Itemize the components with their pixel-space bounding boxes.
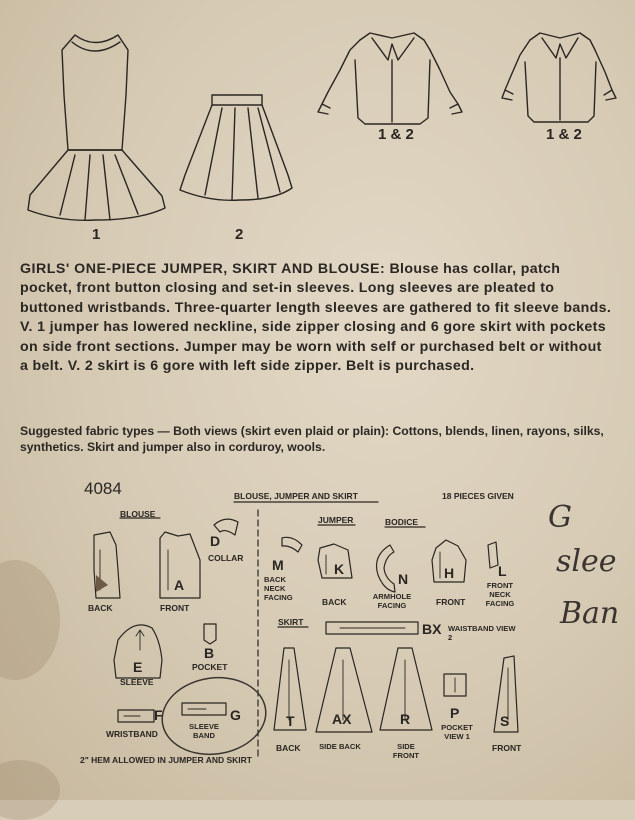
jumper-dress-drawing bbox=[28, 35, 165, 220]
piece-a-name: FRONT bbox=[160, 603, 190, 613]
piece-t-letter: T bbox=[286, 713, 295, 729]
piece-p-name: POCKET VIEW 1 bbox=[441, 723, 473, 741]
description-title: GIRLS' ONE-PIECE JUMPER, SKIRT AND BLOUSE: bbox=[20, 261, 386, 277]
piece-d-letter: D bbox=[210, 533, 221, 549]
piece-r-name: SIDE FRONT bbox=[392, 742, 420, 760]
piece-g-letter: G bbox=[230, 707, 241, 723]
piece-back-name: BACK bbox=[88, 603, 113, 613]
piece-b-name: POCKET bbox=[192, 662, 228, 672]
piece-k-name: BACK bbox=[322, 597, 347, 607]
piece-n-letter: N bbox=[398, 571, 409, 587]
piece-a-letter: A bbox=[174, 577, 185, 593]
piece-s-name: FRONT bbox=[492, 743, 522, 753]
handwritten-note-line: G bbox=[548, 500, 572, 535]
piece-f-name: WRISTBAND bbox=[106, 729, 158, 739]
hem-note: 2" HEM ALLOWED IN JUMPER AND SKIRT bbox=[80, 755, 252, 765]
section-blouse: BLOUSE bbox=[120, 509, 156, 519]
piece-ax-name: SIDE BACK bbox=[319, 742, 361, 751]
piece-n-name: ARMHOLE FACING bbox=[372, 592, 412, 610]
view-2-label: 2 bbox=[235, 226, 244, 243]
piece-l-letter: L bbox=[498, 563, 507, 579]
piece-s-letter: S bbox=[500, 713, 510, 729]
piece-b-letter: B bbox=[204, 645, 215, 661]
section-jumper: JUMPER bbox=[318, 515, 354, 525]
handwritten-note-line: Ban bbox=[560, 596, 620, 631]
blouse-three-quarter-sleeve-drawing bbox=[502, 33, 616, 122]
section-bodice: BODICE bbox=[385, 517, 419, 527]
piece-p-letter: P bbox=[450, 705, 460, 721]
piece-l-name: FRONT NECK FACING bbox=[485, 581, 515, 608]
view-1-label: 1 bbox=[92, 226, 101, 243]
blouse-view-label: 1 & 2 bbox=[546, 126, 582, 143]
blouse-long-sleeve-drawing bbox=[318, 33, 462, 124]
piece-ax-letter: AX bbox=[332, 711, 352, 727]
skirt-drawing bbox=[180, 95, 292, 200]
piece-e-name: SLEEVE bbox=[120, 677, 154, 687]
piece-d-name: COLLAR bbox=[208, 553, 244, 563]
fabric-heading: Suggested fabric types bbox=[20, 424, 155, 438]
piece-m-letter: M bbox=[272, 557, 284, 573]
section-skirt: SKIRT bbox=[278, 617, 304, 627]
blouse-view-label: 1 & 2 bbox=[378, 126, 414, 143]
layout-header: BLOUSE, JUMPER AND SKIRT bbox=[234, 491, 358, 501]
piece-r-letter: R bbox=[400, 711, 411, 727]
piece-f-letter: F bbox=[154, 707, 163, 723]
piece-h-name: FRONT bbox=[436, 597, 466, 607]
piece-g-name: SLEEVE BAND bbox=[189, 722, 219, 740]
piece-bx-letter: BX bbox=[422, 621, 442, 637]
pattern-description bbox=[20, 260, 612, 376]
fabric-text: — Both views (skirt even plaid or plain): Cottons, blends, linen, rayons, silks, synthetics. Skirt and jumper also in corduroy, wools. bbox=[20, 424, 604, 454]
pattern-number: 4084 bbox=[84, 479, 122, 498]
handwritten-note-line: slee bbox=[556, 544, 617, 579]
piece-e-letter: E bbox=[133, 659, 143, 675]
piece-bx-name: WAISTBAND VIEW 2 bbox=[448, 624, 516, 642]
piece-m-name: BACK NECK FACING bbox=[264, 575, 293, 602]
fabric-suggestions bbox=[20, 423, 620, 455]
description-body: Blouse has collar, patch pocket, front button closing and set-in sleeves. Long sleeves are pleated to buttoned wristbands. Three-quarter length sleeves are gathered to fit sleeve bands. V. 1 jumper has lowered neckline, side zipper closing and 6 gore skirt with pockets on side front sections. Jumper may be worn with self or purchased belt or without a belt. V. 2 skirt is 6 gore with left side zipper. Belt is purchased. bbox=[20, 261, 612, 375]
piece-k-letter: K bbox=[334, 561, 345, 577]
piece-h-letter: H bbox=[444, 565, 455, 581]
piece-t-name: BACK bbox=[276, 743, 301, 753]
pieces-given: 18 PIECES GIVEN bbox=[442, 491, 514, 501]
